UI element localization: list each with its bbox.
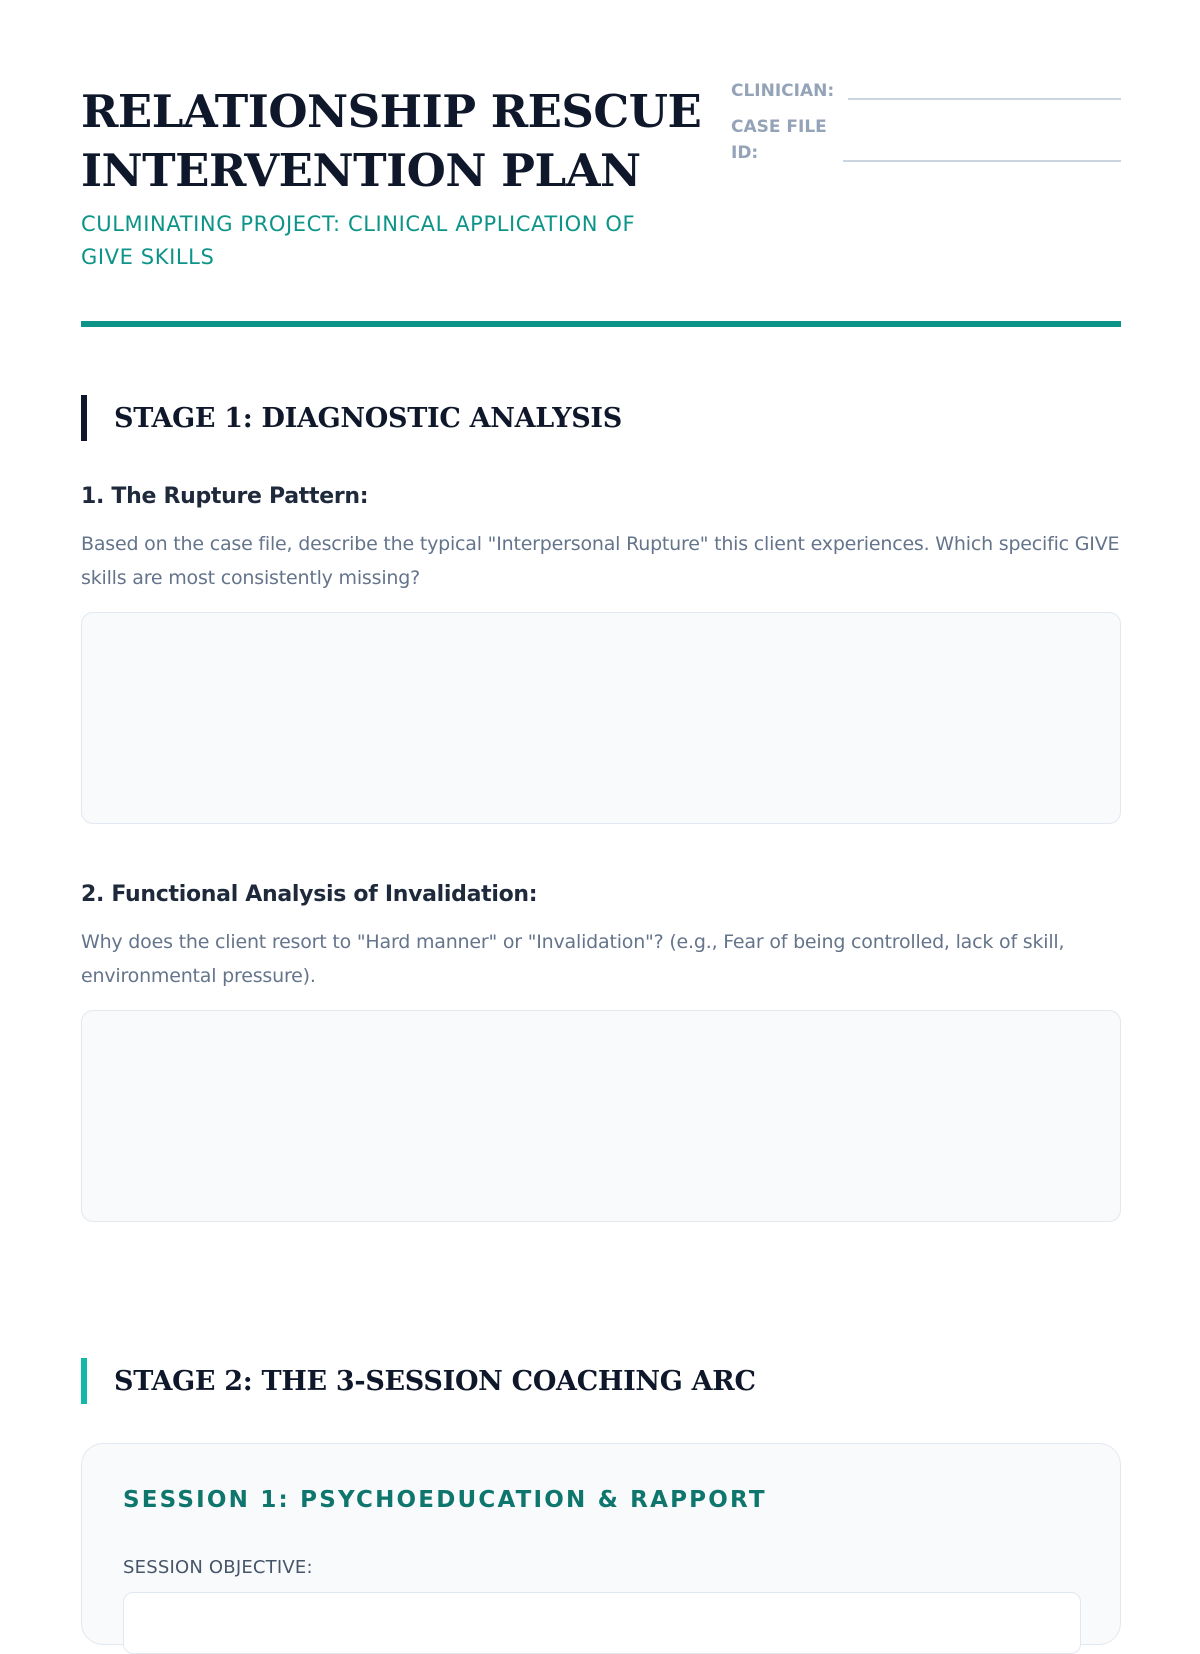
stage-2-title: STAGE 2: THE 3-SESSION COACHING ARC <box>114 1365 756 1397</box>
question-2-answer-box[interactable] <box>81 1010 1121 1222</box>
document-title <box>81 82 721 200</box>
document-header <box>81 0 1121 330</box>
session-objective-field[interactable] <box>123 1592 1081 1654</box>
header-divider <box>81 321 1121 327</box>
clinician-field[interactable] <box>848 98 1121 100</box>
title-block <box>81 82 721 274</box>
session-objective-label: SESSION OBJECTIVE: <box>123 1557 313 1578</box>
worksheet-page <box>81 0 1121 1578</box>
case-file-label-line-2: ID: <box>731 143 759 163</box>
document-subtitle <box>81 208 721 274</box>
clinician-label: CLINICIAN: <box>731 81 835 101</box>
stage-1-accent-bar <box>81 395 87 441</box>
question-1-prompt: Based on the case file, describe the typical "Interpersonal Rupture" this client experiences. Which specific GIVE skills are most consistently missing? <box>81 533 1120 589</box>
stage-1-heading <box>81 395 622 441</box>
document-title-line-2: INTERVENTION PLAN <box>81 144 641 197</box>
question-2-title: 2. Functional Analysis of Invalidation: <box>81 882 538 907</box>
session-1-card <box>81 1443 1121 1645</box>
stage-2-heading <box>81 1358 756 1404</box>
case-file-id-field[interactable] <box>843 160 1121 162</box>
clinician-row <box>731 78 1121 104</box>
question-1-title: 1. The Rupture Pattern: <box>81 484 369 509</box>
case-file-label <box>731 114 843 166</box>
session-1-title: SESSION 1: PSYCHOEDUCATION & RAPPORT <box>123 1487 767 1513</box>
question-1-answer-box[interactable] <box>81 612 1121 824</box>
question-2-prompt: Why does the client resort to "Hard manner" or "Invalidation"? (e.g., Fear of being controlled, lack of skill, environmental pressure). <box>81 931 1065 987</box>
stage-1-title: STAGE 1: DIAGNOSTIC ANALYSIS <box>114 402 622 434</box>
document-subtitle-line-1: CULMINATING PROJECT: CLINICAL APPLICATION OF <box>81 212 636 236</box>
case-file-row <box>731 114 1121 166</box>
stage-2-accent-bar <box>81 1358 87 1404</box>
header-meta-fields <box>731 78 1121 176</box>
document-title-line-1: RELATIONSHIP RESCUE <box>81 85 702 138</box>
case-file-label-line-1: CASE FILE <box>731 117 827 137</box>
document-subtitle-line-2: GIVE SKILLS <box>81 245 215 269</box>
